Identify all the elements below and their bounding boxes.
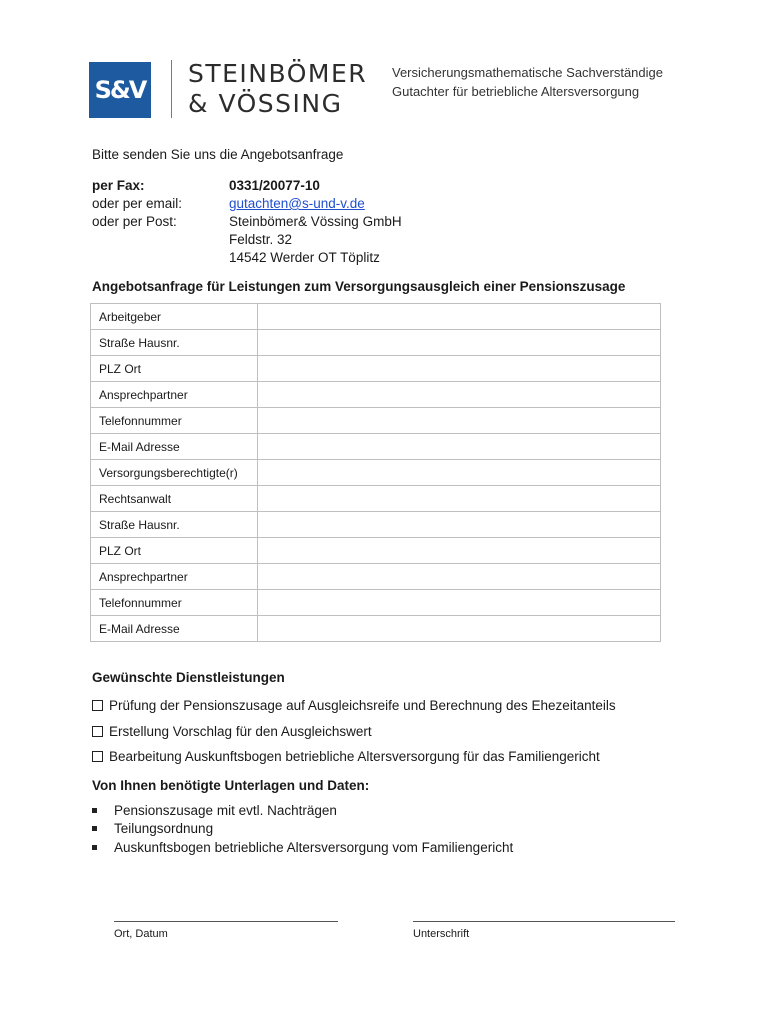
form-row-input[interactable] [258,356,661,382]
post-row [92,213,402,231]
form-row-input[interactable] [258,304,661,330]
bullet-icon [92,845,97,850]
form-row-label: Ansprechpartner [91,382,258,408]
brand-line-2: & VÖSSING [188,89,343,118]
service-option[interactable] [92,719,616,745]
checkbox-icon[interactable] [92,751,103,762]
list-item [92,838,513,857]
form-row-input[interactable] [258,616,661,642]
form-row-label: Telefonnummer [91,590,258,616]
form-row-input[interactable] [258,564,661,590]
service-label: Erstellung Vorschlag für den Ausgleichswert [109,723,372,739]
contact-block [92,177,402,267]
service-label: Prüfung der Pensionszusage auf Ausgleichsreife und Berechnung des Ehezeitanteils [109,698,616,714]
post-label: oder per Post: [92,214,177,229]
form-row-label: PLZ Ort [91,356,258,382]
list-item [92,820,513,839]
form-row-input[interactable] [258,382,661,408]
form-title: Angebotsanfrage für Leistungen zum Versorgungsausgleich einer Pensionszusage [92,279,626,294]
intro-text: Bitte senden Sie uns die Angebotsanfrage [92,147,344,162]
service-option[interactable] [92,744,616,770]
form-row-label: Arbeitgeber [91,304,258,330]
post-row-2 [92,231,402,249]
place-date-line[interactable] [114,921,338,922]
docs-title: Von Ihnen benötigte Unterlagen und Daten: [92,778,370,793]
form-row [91,564,661,590]
form-row [91,382,661,408]
list-item-text: Auskunftsbogen betriebliche Altersversorgung vom Familiengericht [114,839,514,855]
post-row-3 [92,249,402,267]
form-row-input[interactable] [258,512,661,538]
email-row [92,195,402,213]
form-row-input[interactable] [258,460,661,486]
post-line-2: Feldstr. 32 [229,232,293,247]
docs-list [92,801,513,857]
list-item [92,801,513,820]
form-row [91,512,661,538]
company-logo [89,62,151,118]
form-row [91,330,661,356]
tagline [392,63,663,101]
form-row-label: PLZ Ort [91,538,258,564]
services-title: Gewünschte Dienstleistungen [92,670,285,685]
post-line-1: Steinbömer& Vössing GmbH [229,214,402,229]
form-row-label: E-Mail Adresse [91,616,258,642]
signature-line[interactable] [413,921,675,922]
form-row-label: Versorgungsberechtigte(r) [91,460,258,486]
service-label: Bearbeitung Auskunftsbogen betriebliche Altersversorgung für das Familiengericht [109,749,600,765]
form-row-input[interactable] [258,538,661,564]
checkbox-icon[interactable] [92,700,103,711]
form-row [91,408,661,434]
fax-row [92,177,402,195]
form-row-label: Telefonnummer [91,408,258,434]
request-form-table [90,303,661,642]
form-row [91,486,661,512]
tagline-line-2: Gutachter für betriebliche Altersversorgung [392,84,640,99]
form-row-label: Rechtsanwalt [91,486,258,512]
bullet-icon [92,808,97,813]
brand-name [188,59,367,119]
form-row-label: Straße Hausnr. [91,330,258,356]
form-row-input[interactable] [258,408,661,434]
logo-divider [171,60,172,118]
service-option[interactable] [92,693,616,719]
signature-label: Unterschrift [413,928,470,940]
form-row-label: Straße Hausnr. [91,512,258,538]
tagline-line-1: Versicherungsmathematische Sachverständige [392,65,663,80]
form-row [91,616,661,642]
checkbox-icon[interactable] [92,726,103,737]
form-row [91,538,661,564]
form-row [91,590,661,616]
form-row-label: Ansprechpartner [91,564,258,590]
post-line-3: 14542 Werder OT Töplitz [229,250,380,265]
form-row-input[interactable] [258,434,661,460]
fax-value: 0331/20077-10 [229,178,320,193]
place-date-label: Ort, Datum [114,928,168,940]
email-label: oder per email: [92,196,183,211]
form-row-input[interactable] [258,330,661,356]
services-list [92,693,616,770]
form-row-label: E-Mail Adresse [91,434,258,460]
email-link[interactable]: gutachten@s-und-v.de [229,196,365,211]
list-item-text: Pensionszusage mit evtl. Nachträgen [114,802,337,818]
form-row-input[interactable] [258,590,661,616]
brand-line-1: STEINBÖMER [188,59,368,88]
list-item-text: Teilungsordnung [114,821,214,837]
form-row [91,434,661,460]
form-row-input[interactable] [258,486,661,512]
logo-text: S&V [94,76,146,104]
bullet-icon [92,826,97,831]
form-row [91,460,661,486]
form-row [91,356,661,382]
form-row [91,304,661,330]
fax-label: per Fax: [92,178,145,193]
